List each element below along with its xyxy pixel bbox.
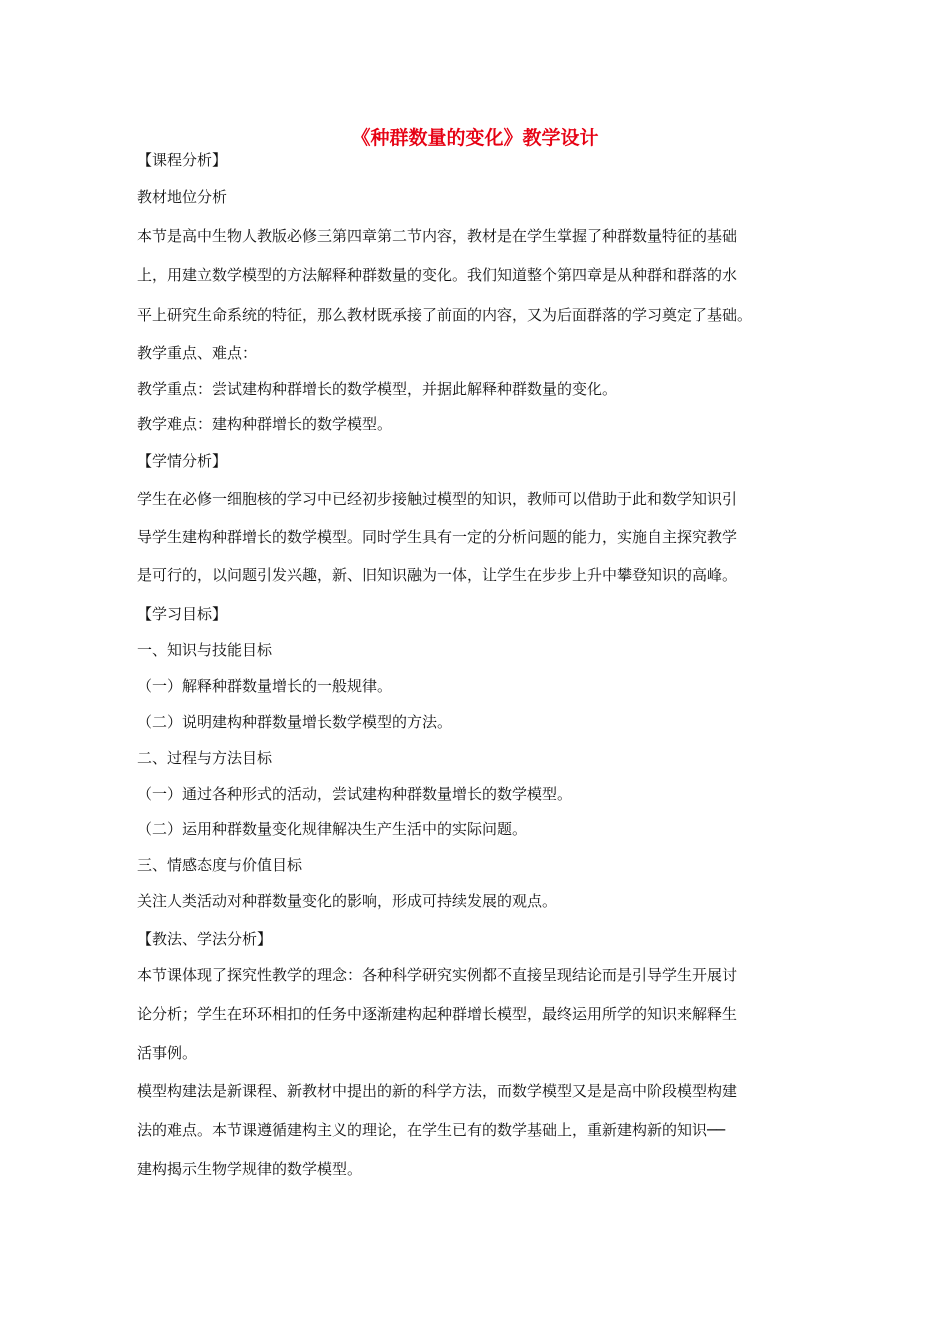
paragraph-line: 导学生建构种群增长的数学模型。同时学生具有一定的分析问题的能力，实施自主探究教学 xyxy=(137,528,738,546)
paragraph-line: 建构揭示生物学规律的数学模型。 xyxy=(137,1160,363,1178)
paragraph-line: 上，用建立数学模型的方法解释种群数量的变化。我们知道整个第四章是从种群和群落的水 xyxy=(137,266,738,284)
section-heading-course-analysis: 【课程分析】 xyxy=(137,151,228,169)
paragraph-line: 教学重点：尝试建构种群增长的数学模型，并据此解释种群数量的变化。 xyxy=(137,380,618,398)
paragraph-line: 论分析；学生在环环相扣的任务中逐渐建构起种群增长模型，最终运用所学的知识来解释生 xyxy=(137,1005,738,1023)
goal-heading: 一、知识与技能目标 xyxy=(137,641,273,659)
section-heading-learning-goals: 【学习目标】 xyxy=(137,605,228,623)
paragraph-line: 本节课体现了探究性教学的理念：各种科学研究实例都不直接呈现结论而是引导学生开展讨 xyxy=(137,966,738,984)
subheading-key-points: 教学重点、难点： xyxy=(137,344,258,362)
paragraph-line: 教学难点：建构种群增长的数学模型。 xyxy=(137,415,393,433)
goal-item: （一）通过各种形式的活动，尝试建构种群数量增长的数学模型。 xyxy=(137,785,573,803)
section-heading-learner-analysis: 【学情分析】 xyxy=(137,452,228,470)
goal-heading: 三、情感态度与价值目标 xyxy=(137,856,303,874)
paragraph-line: 本节是高中生物人教版必修三第四章第二节内容，教材是在学生掌握了种群数量特征的基础 xyxy=(137,227,738,245)
goal-item: （二）说明建构种群数量增长数学模型的方法。 xyxy=(137,713,453,731)
goal-item: （一）解释种群数量增长的一般规律。 xyxy=(137,677,393,695)
goal-item: 关注人类活动对种群数量变化的影响，形成可持续发展的观点。 xyxy=(137,892,558,910)
section-heading-methods: 【教法、学法分析】 xyxy=(137,930,273,948)
document-title: 《种群数量的变化》教学设计 xyxy=(351,127,599,149)
paragraph-line: 活事例。 xyxy=(137,1044,198,1062)
paragraph-line: 学生在必修一细胞核的学习中已经初步接触过模型的知识，教师可以借助于此和数学知识引 xyxy=(137,490,738,508)
paragraph-line: 法的难点。本节课遵循建构主义的理论，在学生已有的数学基础上，重新建构新的知识── xyxy=(137,1121,726,1139)
paragraph-line: 是可行的，以问题引发兴趣，新、旧知识融为一体，让学生在步步上升中攀登知识的高峰。 xyxy=(137,566,738,584)
paragraph-line: 模型构建法是新课程、新教材中提出的新的科学方法，而数学模型又是是高中阶段模型构建 xyxy=(137,1082,738,1100)
goal-heading: 二、过程与方法目标 xyxy=(137,749,273,767)
paragraph-line: 平上研究生命系统的特征，那么教材既承接了前面的内容，又为后面群落的学习奠定了基础。 xyxy=(137,306,753,324)
goal-item: （二）运用种群数量变化规律解决生产生活中的实际问题。 xyxy=(137,820,528,838)
subheading-textbook-position: 教材地位分析 xyxy=(137,188,228,206)
